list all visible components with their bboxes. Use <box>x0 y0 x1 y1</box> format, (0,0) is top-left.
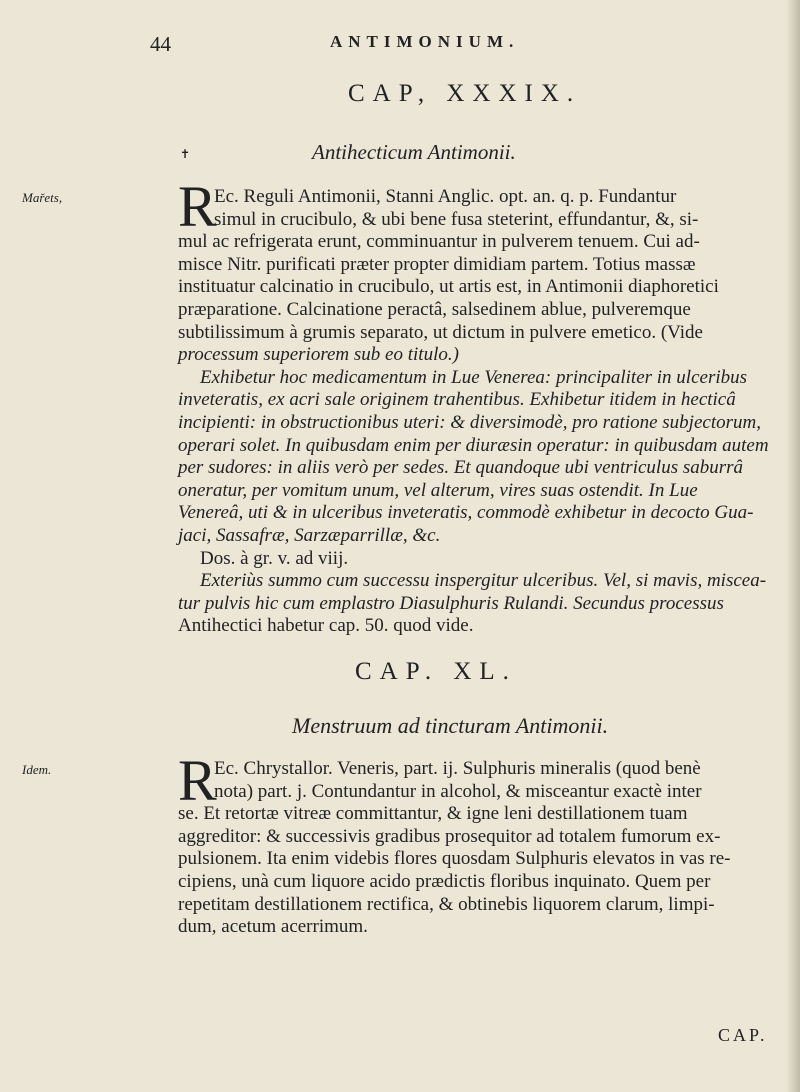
text-line: per sudores: in aliis verò per sedes. Et quandoque ubi ventriculus saburrâ <box>178 457 744 479</box>
text-line: præparatione. Calcinatione peractâ, salsedinem ablue, pulveremque <box>178 298 691 320</box>
running-head: ANTIMONIUM. <box>330 32 520 51</box>
text-line: aggreditor: & successivis gradibus prosequitor ad totalem fumorum ex- <box>178 825 721 847</box>
text-line: simul in crucibulo, & ubi bene fusa steterint, effundantur, &, si- <box>214 208 699 230</box>
text-line: inveteratis, ex acri sale originem trahentibus. Exhibetur itidem in hecticâ <box>178 389 736 411</box>
text-line: Ec. Chrystallor. Veneris, part. ij. Sulphuris mineralis (quod benè <box>214 758 701 779</box>
text-line: Exteriùs summo cum successu inspergitur ulceribus. Vel, si mavis, misceа- <box>200 570 767 592</box>
chapter-40-dropcap: R <box>178 748 217 813</box>
text-line: subtilissimum à grumis separato, ut dictum in pulvere emetico. (Vide <box>178 321 703 343</box>
catchword: CAP. <box>718 1025 768 1045</box>
text-line: incipienti: in obstructionibus uteri: & diversimodè, pro ratione subjectorum, <box>178 411 761 433</box>
chapter-39-text <box>178 186 778 638</box>
text-line: pulsionem. Ita enim videbis flores quosdam Sulphuris elevatos in vas re- <box>178 848 731 870</box>
chapter-39-title: Antihecticum Antimonii. <box>312 140 516 164</box>
text-line: Exhibetur hoc medicamentum in Lue Venerea: principaliter in ulceribus <box>200 366 748 388</box>
text-line: Dos. à gr. v. ad viij. <box>200 547 349 569</box>
text-line: operari solet. In quibusdam enim per diuræsin operatur: in quibusdam autem <box>178 434 769 456</box>
text-line: nota) part. j. Contundantur in alcohol, & misceantur exactè inter <box>214 780 702 802</box>
text-line: misce Nitr. purificati præter propter dimidiam partem. Totius massæ <box>178 253 696 275</box>
text-line: instituatur calcinatio in crucibulo, ut artis est, in Antimonii diaphoretici <box>178 276 719 298</box>
text-line: dum, acetum acerrimum. <box>178 916 368 938</box>
text-line: Venereâ, uti & in ulceribus inveteratis, commodè exhibetur in decocto Gua- <box>178 502 754 524</box>
chapter-39-dropcap: R <box>178 174 217 239</box>
text-line: mul ac refrigerata erunt, comminuantur in pulverem tenuem. Cui ad- <box>178 231 700 253</box>
text-line: tur pulvis hic cum emplastro Diasulphuris Rulandi. Secundus processus <box>178 592 724 614</box>
text-line: Antihectici habetur cap. 50. quod vide. <box>178 615 474 637</box>
text-line: processum superiorem sub eo titulo.) <box>178 344 459 366</box>
text-line: Ec. Reguli Antimonii, Stanni Anglic. opt. an. q. p. Fundantur <box>214 186 677 207</box>
chapter-39-margin-note: Mařets, <box>22 190 63 205</box>
page-number: 44 <box>150 32 171 56</box>
page-edge-shadow <box>786 0 800 1092</box>
text-line: repetitam destillationem rectifica, & obtinebis liquorem clarum, limpi- <box>178 893 715 915</box>
chapter-40-text <box>178 758 778 939</box>
dagger-mark: ✝ <box>180 147 191 161</box>
text-line: oneratur, per vomitum unum, vel alterum, vires suas ostendit. In Lue <box>178 479 698 501</box>
text-line: jaci, Sassafræ, Sarzæparrillæ, &c. <box>178 524 441 546</box>
chapter-40-margin-note: Idem. <box>22 762 52 777</box>
text-line: se. Et retortæ vitreæ committantur, & igne leni destillationem tuam <box>178 803 688 825</box>
chapter-40-title: Menstruum ad tincturam Antimonii. <box>292 713 609 738</box>
text-line: cipiens, unà cum liquore acido prædictis floribus inquinato. Quem per <box>178 870 711 892</box>
chapter-39-heading: CAP, XXXIX. <box>348 80 582 107</box>
chapter-40-heading: CAP. XL. <box>355 658 517 685</box>
